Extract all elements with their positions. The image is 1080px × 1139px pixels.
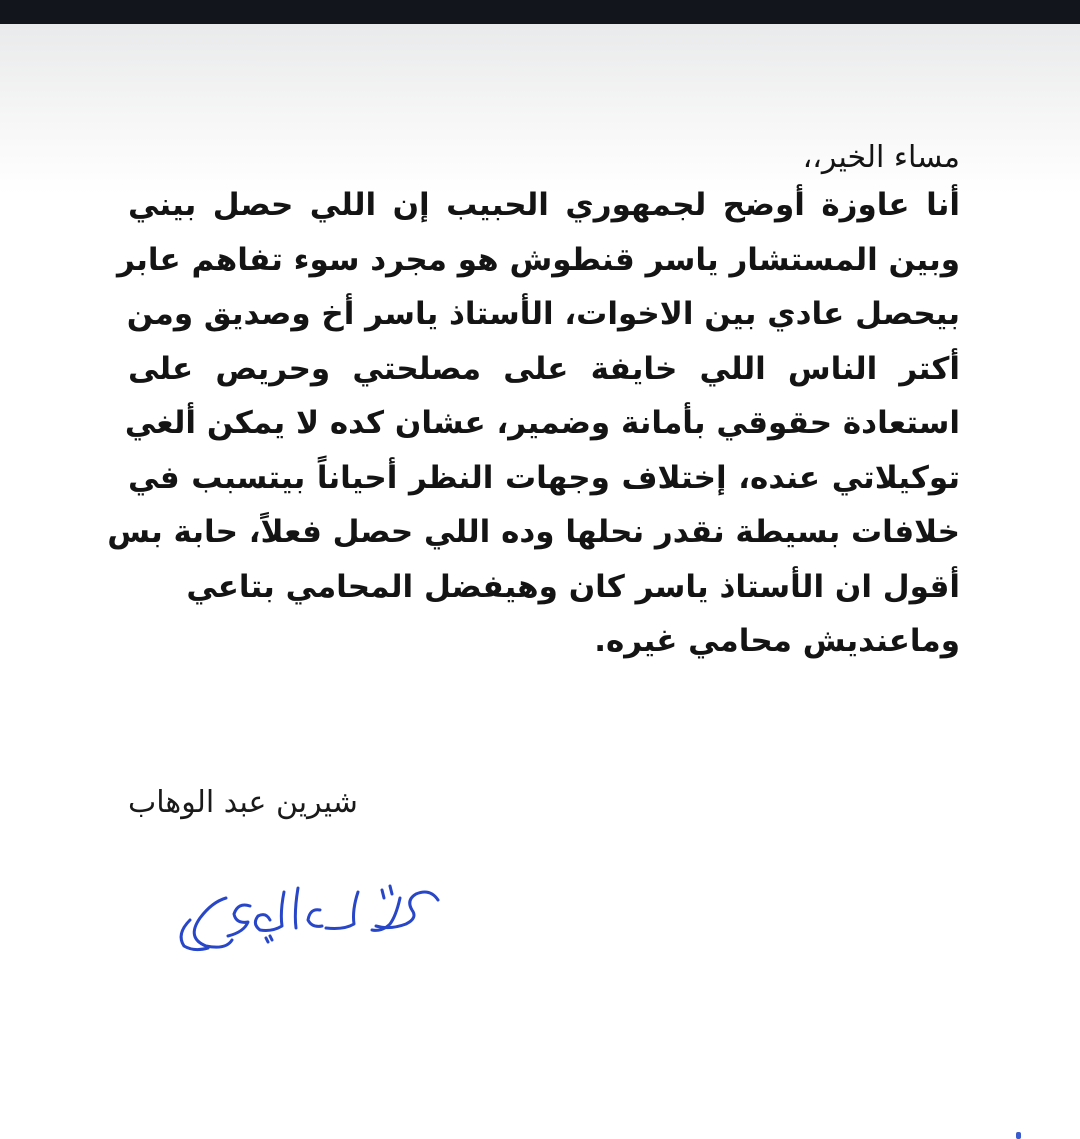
status-bar <box>0 0 1080 24</box>
letter-body <box>107 138 960 669</box>
signature-name: شيرين عبد الوهاب <box>128 785 358 820</box>
greeting: مساء الخير،، <box>802 140 960 175</box>
letter-line: وماعنديش محامي غيره. <box>594 623 960 659</box>
letter-line: أكتر الناس اللي خايفة على مصلحتي وحريص على <box>128 350 960 387</box>
letter-line: أقول ان الأستاذ ياسر كان وهيفضل المحامي بتاعي <box>186 568 960 605</box>
scroll-indicator <box>1016 1132 1021 1139</box>
letter-line: بيحصل عادي بين الاخوات، الأستاذ ياسر أخ وصديق ومن <box>126 296 960 332</box>
letter-line: وبين المستشار ياسر قنطوش هو مجرد سوء تفاهم عابر <box>116 241 960 278</box>
letter-line: توكيلاتي عنده، إختلاف وجهات النظر أحياناً بيتسبب في <box>128 459 960 496</box>
letter-line: خلافات بسيطة نقدر نحلها وده اللي حصل فعلاً، حابة بس <box>107 514 960 550</box>
letter-line: أنا عاوزة أوضح لجمهوري الحبيب إن اللي حصل بيني <box>128 187 960 223</box>
letter-line: استعادة حقوقي بأمانة وضمير، عشان كده لا يمكن ألغي <box>124 405 960 441</box>
handwritten-signature <box>170 870 460 965</box>
